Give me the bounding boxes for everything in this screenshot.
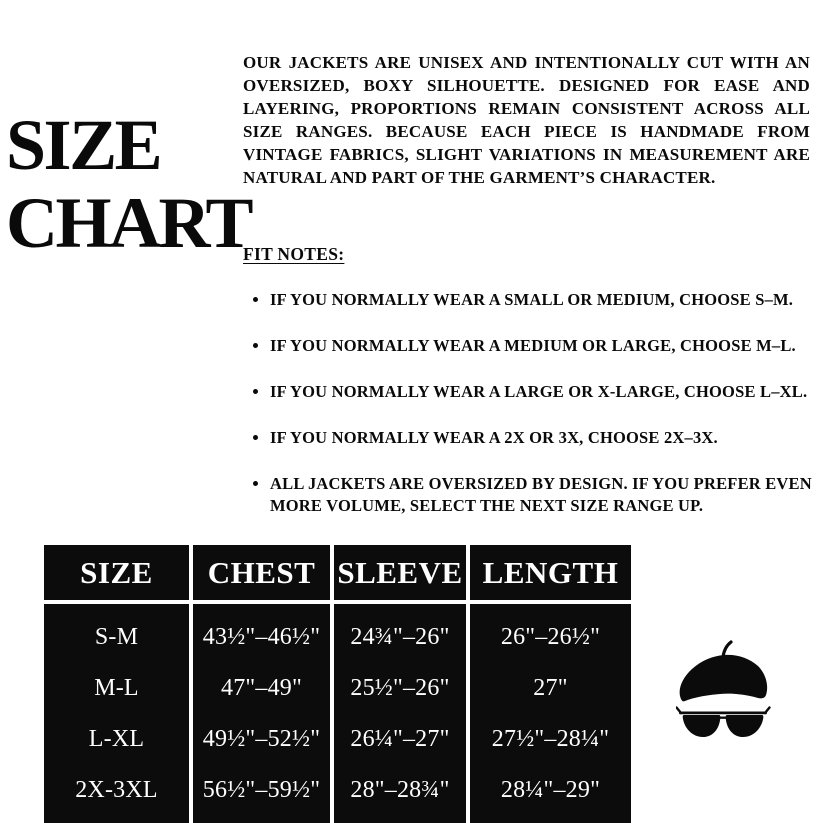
table-cell-sleeve-row3: 26¼"–27" <box>350 726 450 752</box>
table-cell-chest-row3: 49½"–52½" <box>202 726 321 752</box>
table-cell-length-row2: 27" <box>533 675 568 701</box>
fit-note-item: • IF YOU NORMALLY WEAR A LARGE OR X-LARGE, CHOOSE L–XL. <box>270 381 823 403</box>
length-column-body <box>470 604 631 823</box>
table-cell-sleeve-row2: 25½"–26" <box>350 675 450 701</box>
size-table <box>44 545 631 823</box>
size-column-body <box>44 604 189 823</box>
table-cell-chest-row1: 43½"–46½" <box>202 624 321 650</box>
sleeve-column-body <box>334 604 466 823</box>
page-title-line1: SIZE <box>6 105 161 185</box>
size-table-column-size <box>44 545 189 823</box>
table-cell-length-row4: 28¼"–29" <box>500 777 601 803</box>
page-title-line2: CHART <box>6 183 251 263</box>
intro-paragraph: OUR JACKETS ARE UNISEX AND INTENTIONALLY CUT WITH AN OVERSIZED, BOXY SILHOUETTE. DESIGNED FOR EASE AND LAYERING, PROPORTIONS REMAIN CONSISTENT ACROSS ALL SIZE RANGES. BECAUSE EACH PIECE IS HANDMADE FROM VINTAGE FABRICS, SLIGHT VARIATIONS IN MEASUREMENT ARE NATURAL AND PART OF THE GARMENT’S CHARACTER. <box>243 53 810 187</box>
chest-column-body <box>193 604 330 823</box>
page-title <box>6 106 251 262</box>
fit-notes-heading: FIT NOTES: <box>243 244 345 264</box>
table-cell-length-row3: 27½"–28¼" <box>491 726 610 752</box>
table-cell-sleeve-row4: 28"–28¾" <box>350 777 450 803</box>
table-header-chest: CHEST <box>193 545 330 600</box>
table-header-size: SIZE <box>44 545 189 600</box>
table-cell-chest-row2: 47"–49" <box>221 675 302 701</box>
fit-note-item: • IF YOU NORMALLY WEAR A SMALL OR MEDIUM, CHOOSE S–M. <box>270 289 823 311</box>
fit-note-item: • IF YOU NORMALLY WEAR A MEDIUM OR LARGE, CHOOSE M–L. <box>270 335 823 357</box>
table-cell-size-row3: L-XL <box>88 726 145 752</box>
size-table-column-chest <box>193 545 330 823</box>
table-cell-size-row1: S-M <box>94 624 139 650</box>
size-table-column-sleeve <box>334 545 466 823</box>
table-cell-chest-row4: 56½"–59½" <box>202 777 321 803</box>
table-cell-size-row2: M-L <box>94 675 139 701</box>
table-header-length: LENGTH <box>470 545 631 600</box>
fit-note-item: • ALL JACKETS ARE OVERSIZED BY DESIGN. IF YOU PREFER EVEN MORE VOLUME, SELECT THE NEXT SIZE RANGE UP. <box>270 473 823 517</box>
table-cell-sleeve-row1: 24¾"–26" <box>350 624 450 650</box>
table-header-sleeve: SLEEVE <box>334 545 466 600</box>
fit-notes-list <box>243 289 823 541</box>
table-cell-length-row1: 26"–26½" <box>500 624 601 650</box>
fit-note-item: • IF YOU NORMALLY WEAR A 2X OR 3X, CHOOSE 2X–3X. <box>270 427 823 449</box>
beret-sunglasses-icon <box>676 640 774 752</box>
size-table-column-length <box>470 545 631 823</box>
table-cell-size-row4: 2X-3XL <box>75 777 158 803</box>
